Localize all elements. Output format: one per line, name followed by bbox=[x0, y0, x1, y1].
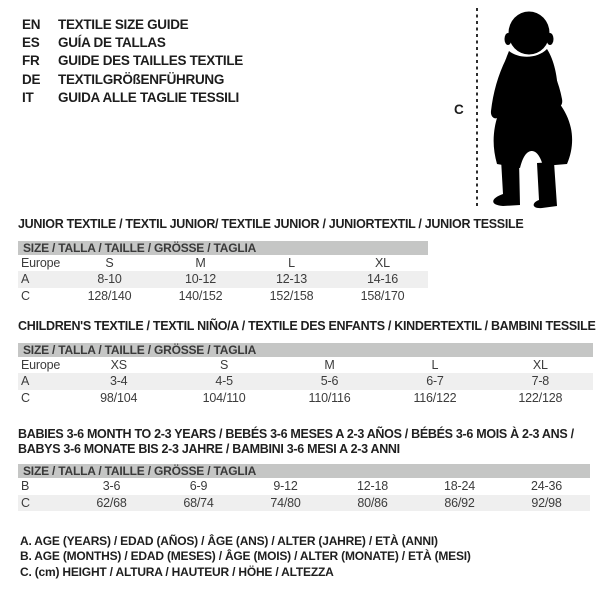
cell: 92/98 bbox=[531, 495, 562, 510]
cell: 86/92 bbox=[444, 495, 475, 510]
lang-row-it bbox=[22, 89, 243, 107]
section-junior bbox=[18, 217, 524, 304]
section-title-line1: BABIES 3-6 MONTH TO 2-3 YEARS / BEBÉS 3-6 MESES A 2-3 AÑOS / BÉBÉS 3-6 MOIS À 2-3 ANS / bbox=[18, 427, 574, 441]
section-children bbox=[18, 319, 596, 406]
cell: 3-4 bbox=[109, 374, 128, 389]
cell: XS bbox=[110, 357, 127, 372]
size-header-bar: SIZE / TALLA / TAILLE / GRÖSSE / TAGLIA bbox=[18, 464, 590, 478]
lang-label: TEXTILE SIZE GUIDE bbox=[58, 16, 189, 32]
lang-code: EN bbox=[22, 16, 41, 32]
row-label: C bbox=[21, 288, 30, 303]
cell: 122/128 bbox=[518, 390, 563, 405]
table-row bbox=[18, 271, 428, 288]
language-header bbox=[22, 15, 243, 107]
cell: 62/68 bbox=[96, 495, 127, 510]
size-header-bar: SIZE / TALLA / TAILLE / GRÖSSE / TAGLIA bbox=[18, 343, 593, 357]
table-row bbox=[18, 373, 593, 390]
cell: S bbox=[220, 357, 229, 372]
lang-code: IT bbox=[22, 90, 34, 106]
footnote-a: A. AGE (YEARS) / EDAD (AÑOS) / ÂGE (ANS) / ALTER (JAHRE) / ETÀ (ANNI) bbox=[20, 534, 438, 548]
row-label: C bbox=[21, 495, 30, 510]
section-title-line2: BABYS 3-6 MONATE BIS 2-3 JAHRE / BAMBINI 3-6 MESI A 2-3 ANNI bbox=[18, 441, 400, 456]
lang-code: ES bbox=[22, 35, 40, 51]
baby-height-figure bbox=[450, 6, 600, 210]
row-label: B bbox=[21, 479, 30, 494]
cell: 7-8 bbox=[531, 374, 550, 389]
cell: M bbox=[195, 255, 206, 270]
section-title: CHILDREN'S TEXTILE / TEXTIL NIÑO/A / TEXTILE DES ENFANTS / KINDERTEXTIL / BAMBINI TESSILE bbox=[18, 319, 596, 333]
lang-row-en bbox=[22, 15, 243, 33]
cell: S bbox=[105, 255, 114, 270]
size-header-bar: SIZE / TALLA / TAILLE / GRÖSSE / TAGLIA bbox=[18, 241, 428, 255]
cell: 3-6 bbox=[102, 479, 121, 494]
row-label: C bbox=[21, 390, 30, 405]
section-title: JUNIOR TEXTILE / TEXTIL JUNIOR/ TEXTILE JUNIOR / JUNIORTEXTIL / JUNIOR TESSILE bbox=[18, 217, 524, 231]
cell: XL bbox=[532, 357, 548, 372]
lang-row-fr bbox=[22, 52, 243, 70]
cell: XL bbox=[375, 255, 390, 270]
cell: 24-36 bbox=[531, 479, 562, 494]
table-row bbox=[18, 288, 428, 305]
cell: 6-9 bbox=[189, 479, 208, 494]
row-label: A bbox=[21, 374, 30, 389]
table-row bbox=[18, 495, 590, 512]
cell: 158/170 bbox=[360, 288, 405, 303]
footnote-b: B. AGE (MONTHS) / EDAD (MESES) / ÂGE (MOIS) / ALTER (MONATE) / ETÀ (MESI) bbox=[20, 549, 471, 564]
cell: M bbox=[324, 357, 335, 372]
row-label: Europe bbox=[21, 357, 61, 372]
table-row bbox=[18, 390, 593, 407]
cell: 152/158 bbox=[269, 288, 314, 303]
cell: 5-6 bbox=[320, 374, 339, 389]
cell: 14-16 bbox=[367, 272, 398, 287]
cell: 4-5 bbox=[215, 374, 233, 389]
cell: 6-7 bbox=[426, 374, 444, 389]
table-row bbox=[18, 478, 590, 495]
lang-label: GUIDE DES TAILLES TEXTILE bbox=[58, 53, 244, 69]
lang-row-es bbox=[22, 33, 243, 51]
cell: 104/110 bbox=[202, 390, 246, 405]
height-measure-label: C bbox=[454, 102, 464, 117]
lang-label: TEXTILGRÖßENFÜHRUNG bbox=[58, 71, 225, 87]
lang-label: GUÍA DE TALLAS bbox=[58, 35, 166, 51]
table-row bbox=[18, 255, 428, 272]
cell: 140/152 bbox=[178, 288, 223, 303]
cell: L bbox=[431, 357, 439, 372]
cell: 74/80 bbox=[270, 495, 301, 510]
cell: 80/86 bbox=[357, 495, 388, 510]
cell: 110/116 bbox=[308, 390, 351, 405]
cell: 9-12 bbox=[273, 479, 298, 494]
lang-code: FR bbox=[22, 53, 40, 69]
row-label: Europe bbox=[21, 255, 61, 270]
section-babies bbox=[18, 427, 590, 511]
lang-code: DE bbox=[22, 71, 41, 87]
lang-label: GUIDA ALLE TAGLIE TESSILI bbox=[58, 90, 239, 106]
cell: 12-13 bbox=[276, 272, 307, 287]
footnote-c: C. (cm) HEIGHT / ALTURA / HAUTEUR / HÖHE / ALTEZZA bbox=[20, 564, 334, 579]
row-label: A bbox=[21, 272, 30, 287]
height-measure-dashed-line bbox=[476, 8, 478, 208]
cell: 12-18 bbox=[357, 479, 388, 494]
cell: 98/104 bbox=[100, 390, 138, 405]
cell: 8-10 bbox=[97, 272, 122, 287]
cell: L bbox=[288, 255, 295, 270]
cell: 10-12 bbox=[185, 272, 216, 287]
footnotes bbox=[20, 534, 471, 580]
babies-size-table bbox=[18, 464, 590, 511]
table-row bbox=[18, 357, 593, 374]
lang-row-de bbox=[22, 70, 243, 88]
cell: 18-24 bbox=[444, 479, 475, 494]
baby-silhouette-icon bbox=[489, 11, 585, 209]
junior-size-table bbox=[18, 241, 428, 305]
cell: 116/122 bbox=[413, 390, 457, 405]
cell: 68/74 bbox=[183, 495, 214, 510]
children-size-table bbox=[18, 343, 593, 407]
cell: 128/140 bbox=[87, 288, 132, 303]
